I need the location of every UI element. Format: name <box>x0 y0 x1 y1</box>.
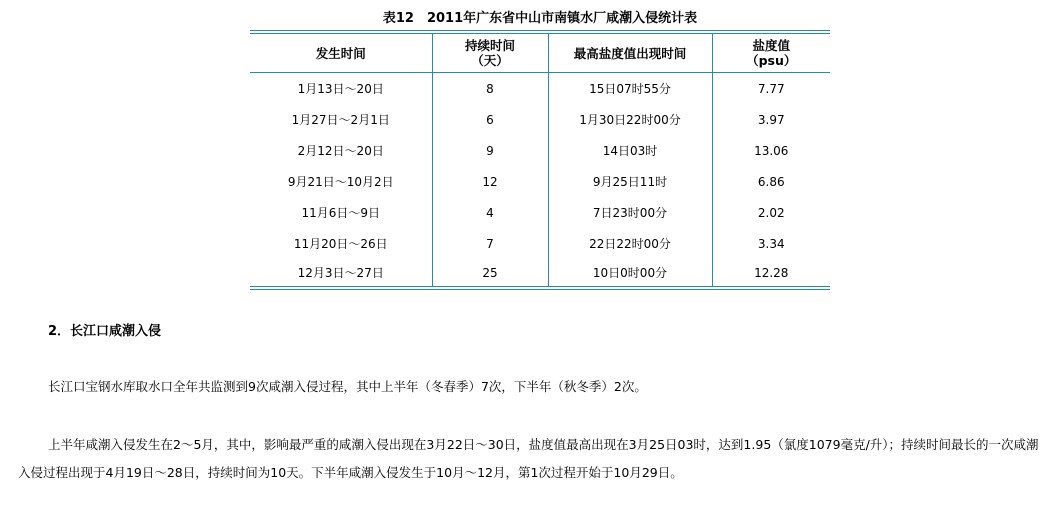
paragraph-intrusion-details <box>18 431 1048 487</box>
header-peak-time-label: 最高盐度值出现时间 <box>573 45 687 61</box>
header-salinity <box>712 32 830 73</box>
cell-occurrence-time: 11月6日～9日 <box>301 206 381 220</box>
header-salinity-unit: （psu） <box>746 53 797 68</box>
cell-salinity: 2.02 <box>712 197 830 228</box>
cell-salinity: 7.77 <box>712 73 830 105</box>
cell-duration: 9 <box>432 135 548 166</box>
table-row <box>250 259 830 288</box>
cell-peak-time: 7日23时00分 <box>548 197 712 228</box>
cell-peak-time: 14日03时 <box>548 135 712 166</box>
cell-occurrence-time: 11月20日～26日 <box>293 237 388 251</box>
header-peak-time <box>548 32 712 73</box>
cell-duration: 6 <box>432 104 548 135</box>
cell-duration: 12 <box>432 166 548 197</box>
header-occurrence-time <box>250 32 432 73</box>
cell-duration: 4 <box>432 197 548 228</box>
table-row <box>250 228 830 259</box>
cell-salinity: 3.34 <box>712 228 830 259</box>
cell-peak-time: 9月25日11时 <box>548 166 712 197</box>
table-row <box>250 135 830 166</box>
cell-salinity: 13.06 <box>712 135 830 166</box>
header-duration-label: 持续时间 <box>464 38 515 53</box>
cell-occurrence-time: 1月13日～20日 <box>297 82 384 96</box>
table-row <box>250 73 830 105</box>
cell-duration: 8 <box>432 73 548 105</box>
table-row <box>250 166 830 197</box>
cell-salinity: 12.28 <box>712 259 830 288</box>
cell-duration: 25 <box>432 259 548 288</box>
cell-peak-time: 1月30日22时00分 <box>548 104 712 135</box>
table-caption: 表12 2011年广东省中山市南镇水厂咸潮入侵统计表 <box>382 11 698 26</box>
cell-peak-time: 15日07时55分 <box>548 73 712 105</box>
header-duration-unit: （天） <box>471 53 509 68</box>
paragraph-text: 上半年咸潮入侵发生在2～5月，其中，影响最严重的咸潮入侵出现在3月22日～30日，盐度值最高出现在3月25日03时，达到1.95（氯度1079毫克/升）；持续时间最长的一次咸潮入侵过程出现于4月19日～28日，持续时间为10天。下半年咸潮入侵发生于10月～12月，第1次过程开始于10月29日。 <box>18 437 1039 480</box>
table-row <box>250 197 830 228</box>
cell-salinity: 6.86 <box>712 166 830 197</box>
section-heading: 2．长江口咸潮入侵 <box>48 324 162 339</box>
cell-occurrence-time: 1月27日～2月1日 <box>291 113 390 127</box>
cell-occurrence-time: 2月12日～20日 <box>297 144 384 158</box>
cell-peak-time: 22日22时00分 <box>548 228 712 259</box>
table-row <box>250 104 830 135</box>
salt-intrusion-table <box>250 30 830 290</box>
header-duration <box>432 32 548 73</box>
cell-duration: 7 <box>432 228 548 259</box>
paragraph-monitoring-summary <box>18 373 1048 401</box>
cell-occurrence-time: 12月3日～27日 <box>250 259 432 288</box>
cell-salinity: 3.97 <box>712 104 830 135</box>
table-header-row <box>250 32 830 73</box>
cell-occurrence-time: 9月21日～10月2日 <box>287 175 394 189</box>
paragraph-text: 长江口宝钢水库取水口全年共监测到9次咸潮入侵过程，其中上半年（冬春季）7次，下半年（秋冬季）2次。 <box>48 379 647 394</box>
header-occurrence-time-label: 发生时间 <box>315 45 366 61</box>
header-salinity-label: 盐度值 <box>752 38 790 53</box>
cell-peak-time: 10日0时00分 <box>548 259 712 288</box>
